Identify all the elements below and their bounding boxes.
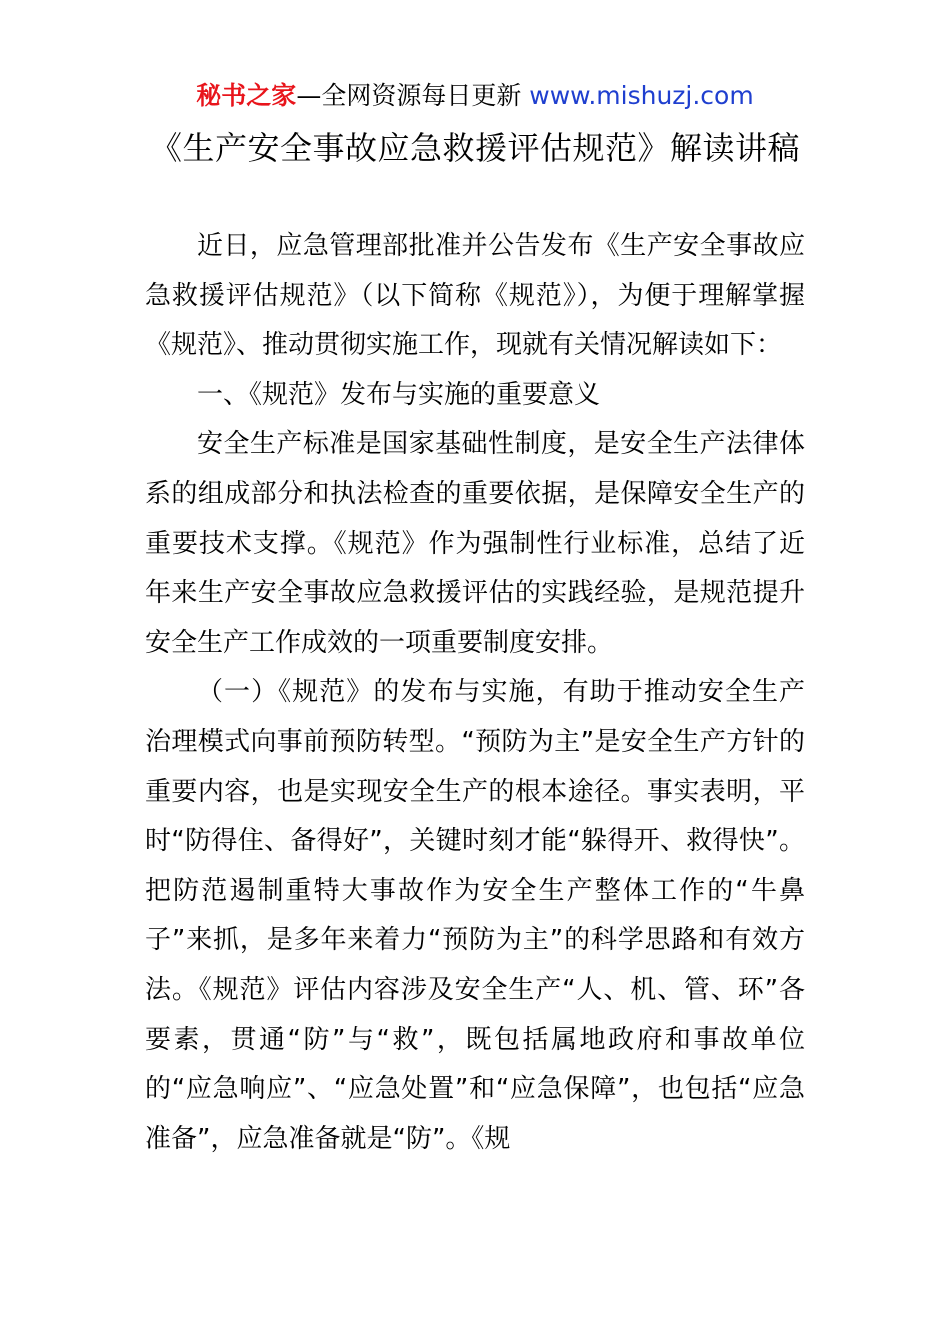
intro-paragraph: 近日，应急管理部批准并公告发布《生产安全事故应急救援评估规范》（以下简称《规范》），为便于理解掌握《规范》、推动贯彻实施工作，现就有关情况解读如下： (145, 231, 805, 361)
body-paragraph: （一）《规范》的发布与实施，有助于推动安全生产治理模式向事前预防转型。“预防为主”是安全生产方针的重要内容，也是实现安全生产的根本途径。事实表明，平时“防得住、备得好”，关键时刻才能“躲得开、救得快”。把防范遏制重特大事故作为安全生产整体工作的“牛鼻子”来抓，是多年来着力“预防为主”的科学思路和有效方法。《规范》评估内容涉及安全生产“人、机、管、环”各要素，贯通“防”与“救”，既包括属地政府和事故单位的“应急响应”、“应急处置”和“应急保障”，也包括“应急准备”，应急准备就是“防”。《规 (145, 677, 805, 1154)
site-brand-name: 秘书之家 (196, 81, 297, 110)
site-url-link[interactable]: www.mishuzj.com (529, 81, 754, 110)
section-heading: 一、《规范》发布与实施的重要意义 (197, 379, 601, 410)
site-tagline: —全网资源每日更新 (296, 81, 522, 110)
document-title: 《生产安全事故应急救援评估规范》解读讲稿 (149, 129, 800, 167)
body-paragraph: 安全生产标准是国家基础性制度，是安全生产法律体系的组成部分和执法检查的重要依据，是保障安全生产的重要技术支撑。《规范》作为强制性行业标准，总结了近年来生产安全事故应急救援评估的实践经验，是规范提升安全生产工作成效的一项重要制度安排。 (145, 429, 805, 658)
site-header (0, 78, 950, 114)
document-body (145, 222, 805, 1164)
